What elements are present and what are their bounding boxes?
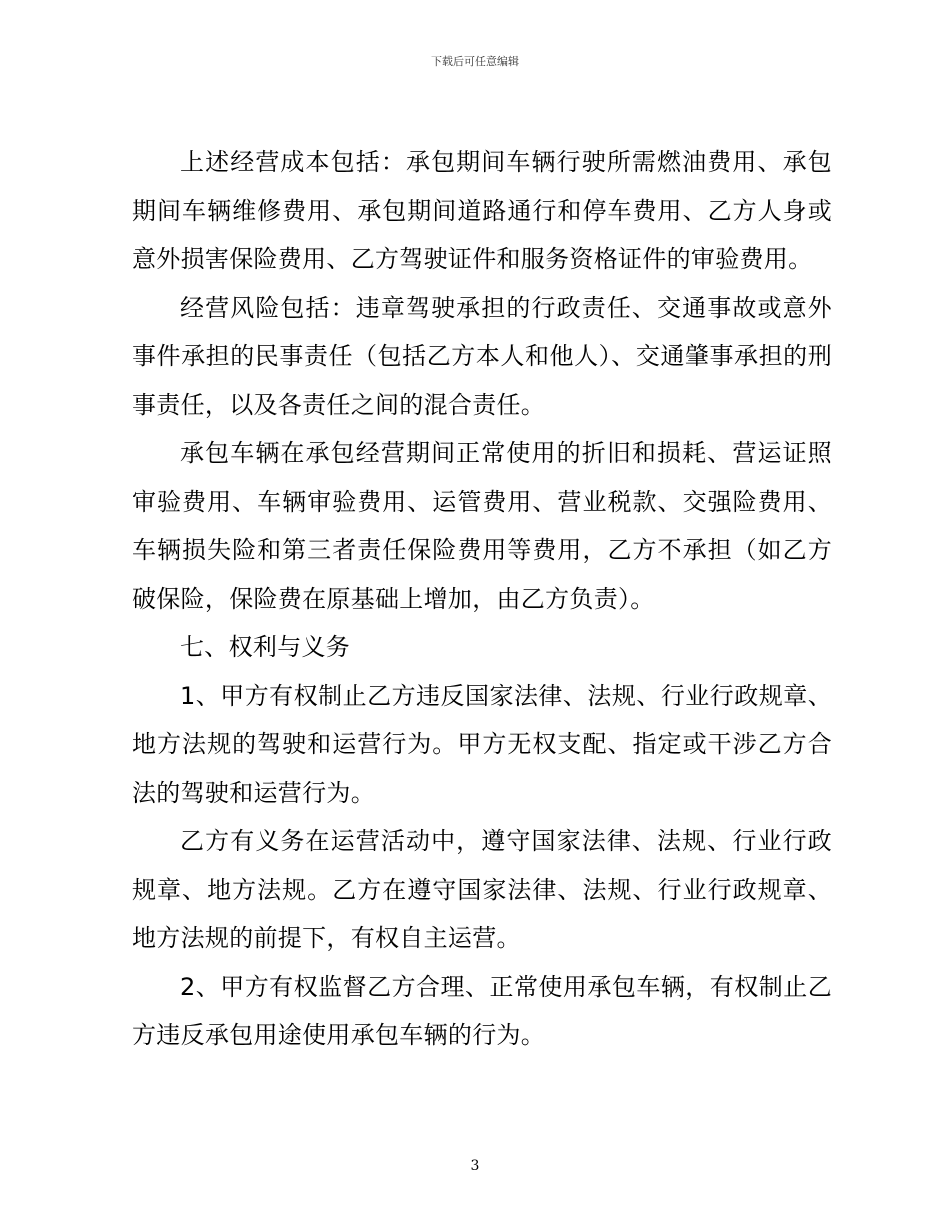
document-body [132,138,832,1060]
paragraph-clause-1: 1、甲方有权制止乙方违反国家法律、法规、行业行政规章、地方法规的驾驶和运营行为。甲方无权支配、指定或干涉乙方合法的驾驶和运营行为。 [132,681,832,807]
page-number: 3 [470,1158,480,1174]
paragraph-party-b-obligations: 乙方有义务在运营活动中，遵守国家法律、法规、行业行政规章、地方法规。乙方在遵守国家法律、法规、行业行政规章、地方法规的前提下，有权自主运营。 [132,827,832,952]
paragraph-operating-risks: 经营风险包括：违章驾驶承担的行政责任、交通事故或意外事件承担的民事责任（包括乙方本人和他人）、交通肇事承担的刑事责任，以及各责任之间的混合责任。 [132,293,832,419]
section-heading-rights-obligations: 七、权利与义务 [180,633,351,661]
paragraph-clause-2: 2、甲方有权监督乙方合理、正常使用承包车辆，有权制止乙方违反承包用途使用承包车辆的行为。 [132,972,832,1049]
paragraph-operating-costs: 上述经营成本包括：承包期间车辆行驶所需燃油费用、承包期间车辆维修费用、承包期间道路通行和停车费用、乙方人身或意外损害保险费用、乙方驾驶证件和服务资格证件的审验费用。 [132,148,832,273]
paragraph-vehicle-expenses: 承包车辆在承包经营期间正常使用的折旧和损耗、营运证照审验费用、车辆审验费用、运管费用、营业税款、交强险费用、车辆损失险和第三者责任保险费用等费用，乙方不承担（如乙方破保险，保险费在原基础上增加，由乙方负责）。 [132,439,832,613]
page-header: 下载后可任意编辑 [431,55,519,68]
